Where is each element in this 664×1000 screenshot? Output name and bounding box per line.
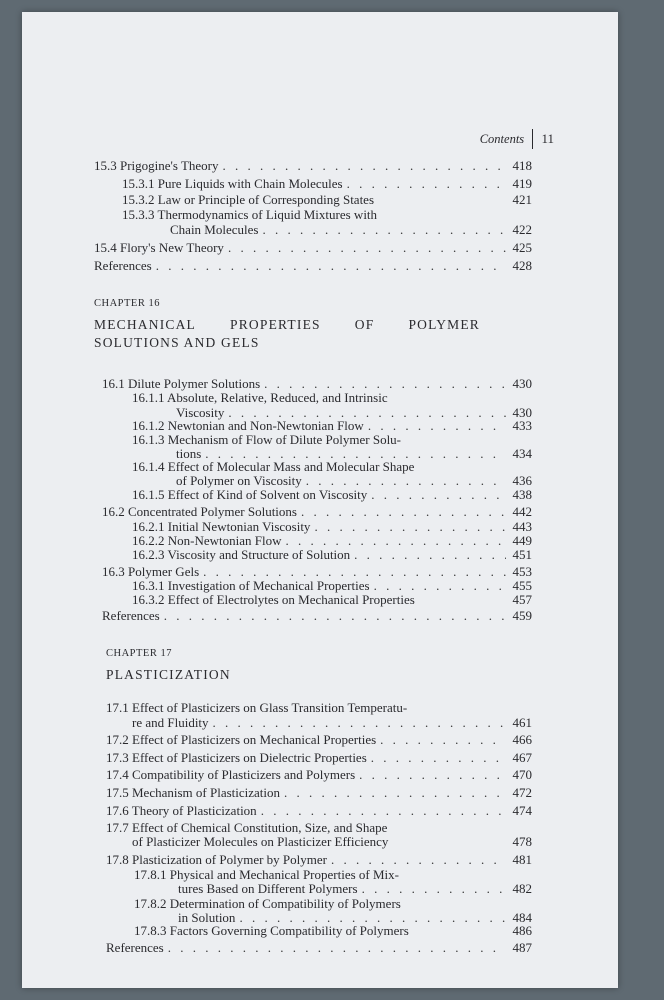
toc-entry: 16.3 Polymer Gels . . . 453 [102, 564, 532, 579]
chapter-title: MECHANICAL PROPERTIES OF POLYMER SOLUTIONS AND GELS [94, 317, 480, 350]
toc-entry: 16.2.2 Non-Newtonian Flow . . . 449 [132, 533, 532, 548]
toc-entry-references: References . . . 487 [106, 940, 532, 955]
toc-entry-continuation: Chain Molecules . . . 422 [170, 222, 532, 237]
toc-entry-references: References . . . 459 [102, 608, 532, 623]
toc-entry: 16.2.1 Initial Newtonian Viscosity . . . 443 [132, 519, 532, 534]
toc-entry-continuation: tions . . . 434 [176, 446, 532, 461]
toc-entry: 15.3.2 Law or Principle of Corresponding States 421 [122, 192, 532, 207]
toc-entry-continuation: in Solution . . . 484 [178, 910, 532, 925]
toc-entry: 15.4 Flory's New Theory . . . 425 [94, 240, 532, 255]
toc-entry: 17.8.2 Determination of Compatibility of Polymers [134, 896, 401, 911]
toc-entry: 16.3.1 Investigation of Mechanical Properties . . . 455 [132, 578, 532, 593]
chapter-label: CHAPTER 17 [106, 648, 172, 659]
toc-entry-references: References . . . 428 [94, 258, 532, 273]
toc-entry-continuation: of Polymer on Viscosity . . . 436 [176, 473, 532, 488]
toc-entry: 17.5 Mechanism of Plasticization . . . 472 [106, 785, 532, 800]
toc-entry: 16.1.3 Mechanism of Flow of Dilute Polymer Solu- [132, 432, 402, 447]
chapter-title: PLASTICIZATION [106, 667, 231, 682]
toc-entry-continuation: Viscosity . . . 430 [176, 405, 532, 420]
toc-entry-continuation: tures Based on Different Polymers . . . 482 [178, 881, 532, 896]
toc-entry: 17.8 Plasticization of Polymer by Polymer . . . 481 [106, 852, 532, 867]
toc-entry: 17.8.1 Physical and Mechanical Properties of Mix- [134, 867, 399, 882]
toc-entry: 17.4 Compatibility of Plasticizers and Polymers . . . 470 [106, 767, 532, 782]
chapter-label: CHAPTER 16 [94, 298, 160, 309]
toc-entry: 16.1.1 Absolute, Relative, Reduced, and Intrinsic [132, 390, 388, 405]
header-page-number: 11 [541, 131, 554, 146]
toc-entry: 17.1 Effect of Plasticizers on Glass Transition Temperatu- [106, 700, 408, 715]
toc-entry: 16.1.2 Newtonian and Non-Newtonian Flow . . . 433 [132, 418, 532, 433]
toc-entry: 17.6 Theory of Plasticization . . . 474 [106, 803, 532, 818]
toc-entry: 16.1.4 Effect of Molecular Mass and Molecular Shape [132, 459, 415, 474]
toc-entry: 16.2 Concentrated Polymer Solutions . . . 442 [102, 504, 532, 519]
header-title: Contents [479, 131, 525, 146]
toc-entry: 15.3 Prigogine's Theory . . . 418 [94, 158, 532, 173]
toc-entry: 16.1.5 Effect of Kind of Solvent on Viscosity . . . 438 [132, 487, 532, 502]
toc-entry: 15.3.1 Pure Liquids with Chain Molecules . . . 419 [122, 176, 532, 191]
toc-entry: 17.2 Effect of Plasticizers on Mechanical Properties . . . 466 [106, 732, 532, 747]
toc-entry: 17.3 Effect of Plasticizers on Dielectric Properties . . . 467 [106, 750, 532, 765]
toc-entry: 17.7 Effect of Chemical Constitution, Size, and Shape [106, 820, 388, 835]
toc-entry: 15.3.3 Thermodynamics of Liquid Mixtures with [122, 207, 378, 222]
toc-entry-continuation: of Plasticizer Molecules on Plasticizer Efficiency 478 [132, 834, 532, 849]
toc-entry-continuation: re and Fluidity . . . 461 [132, 715, 532, 730]
toc-entry: 16.3.2 Effect of Electrolytes on Mechanical Properties 457 [132, 592, 532, 607]
toc-entry: 17.8.3 Factors Governing Compatibility of Polymers 486 [134, 923, 532, 938]
book-page [22, 12, 618, 988]
toc-entry: 16.1 Dilute Polymer Solutions . . . 430 [102, 376, 532, 391]
table-of-contents [22, 12, 618, 988]
toc-entry: 16.2.3 Viscosity and Structure of Solution . . . 451 [132, 547, 532, 562]
